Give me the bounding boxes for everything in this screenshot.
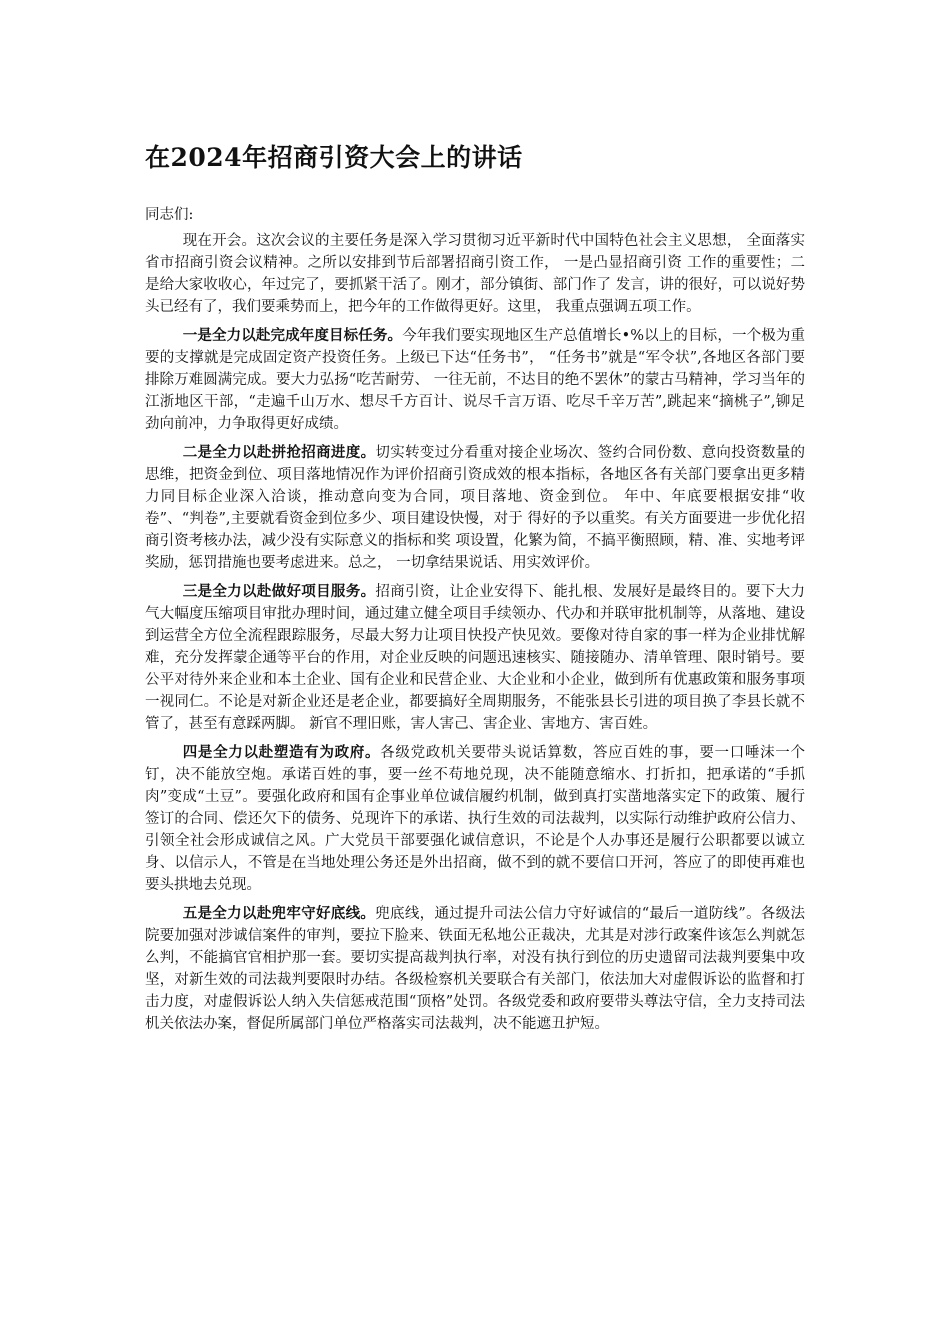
salutation: 同志们: (145, 207, 194, 223)
section-lead-1: 一是全力以赴完成年度目标任务。 (182, 327, 403, 344)
document-title: 在2024年招商引资大会上的讲话 (145, 143, 523, 172)
section-paragraph-4 (145, 742, 805, 896)
section-lead-5: 五是全力以赴兜牢守好底线。 (182, 905, 376, 922)
section-body-5: 兜底线，通过提升司法公信力守好诚信的“最后一道防线”。各级法院要加强对涉诚信案件的审判，要拉下脸来、铁面无私地公正裁决，尤其是对涉行政案件该怎么判就怎么判，不能搞官官相护那一套。要切实提高裁判执行率，对没有执行到位的历史遗留司法裁判要集中攻坚，对新生效的司法裁判要限时办结。各级检察机关要联合有关部门，依法加大对虚假诉讼的监督和打击力度，对虚假诉讼人纳入失信惩戒范围“顶格”处罚。各级党委和政府要带头尊法守信，全力支持司法机关依法办案，督促所属部门单位严格落实司法裁判，决不能遮丑护短。 (145, 906, 806, 1032)
section-lead-3: 三是全力以赴做好项目服务。 (182, 583, 376, 600)
section-lead-2: 二是全力以赴拼抢招商进度。 (182, 444, 376, 461)
section-paragraph-1 (145, 325, 805, 435)
section-paragraph-3 (145, 581, 805, 735)
section-body-1: 今年我们要实现地区生产总值增长•%以上的目标，一个极为重要的支撑就是完成固定资产投资任务。上级已下达“任务书”， “任务书”就是“军令状”,各地区各部门要排除万难圆满完成。要大力弘扬“吃苦耐劳、 一往无前，不达目的绝不罢休”的蒙古马精神，学习当年的江浙地区干部，“走遍千山万水、想尽千方百计、说尽千言万语、吃尽千辛万苦”,跳起来“摘桃子”,铆足劲向前冲，力争取得更好成绩。 (145, 328, 805, 432)
section-paragraph-2 (145, 442, 805, 574)
section-body-2: 切实转变过分看重对接企业场次、签约合同份数、意向投资数量的思维，把资金到位、项目落地情况作为评价招商引资成效的根本指标，各地区各有关部门要拿出更多精力同目标企业深入洽谈，推动意向变为合同，项目落地、资金到位。 年中、年底要根据安排“收卷”、“判卷”,主要就看资金到位多少、项目建设快慢，对于 得好的予以重奖。有关方面要进一步优化招商引资考核办法，减少没有实际意义的指标和奖 项设置，化繁为简，不搞平衡照顾，精、准、实地考评奖励，惩罚措施也要考虑进来。总之， 一切拿结果说话、用实效评价。 (145, 445, 806, 571)
document-page (145, 140, 805, 1042)
section-lead-4: 四是全力以赴塑造有为政府。 (182, 744, 381, 761)
section-body-4: 各级党政机关要带头说话算数，答应百姓的事，要一口唾沫一个钉，决不能放空炮。承诺百姓的事，要一丝不苟地兑现，决不能随意缩水、打折扣，把承诺的“手抓肉”变成“土豆”。要强化政府和国有企事业单位诚信履约机制，做到真打实凿地落实定下的政策、履行签订的合同、偿还欠下的债务、兑现许下的承诺、执行生效的司法裁判，以实际行动维护政府公信力、引领全社会形成诚信之风。广大党员干部要强化诚信意识，不论是个人办事还是履行公职都要以诚立身、以信示人，不管是在当地处理公务还是外出招商，做不到的就不要信口开河，答应了的即使再难也要头拱地去兑现。 (145, 745, 806, 893)
section-paragraph-5 (145, 903, 805, 1035)
intro-paragraph: 现在开会。这次会议的主要任务是深入学习贯彻习近平新时代中国特色社会主义思想， 全面落实省市招商引资会议精神。之所以安排到节后部署招商引资工作， 一是凸显招商引资 工作的重要性；二是给大家收收心，年过完了，要抓紧干活了。刚才，部分镇街、部门作了 发言，讲的很好，可以说好势头已经有了，我们要乘势而上，把今年的工作做得更好。这里， 我重点强调五项工作。 (145, 233, 805, 315)
section-body-3: 招商引资，让企业安得下、能扎根、发展好是最终目的。要下大力气大幅度压缩项目审批办理时间，通过建立健全项目手续领办、代办和并联审批机制等，从落地、建设到运营全方位全流程跟踪服务，尽最大努力让项目快投产快见效。要像对待自家的事一样为企业排忧解难，充分发挥蒙企通等平台的作用，对企业反映的问题迅速核实、随接随办、清单管理、限时销号。要公平对待外来企业和本土企业、国有企业和民营企业、大企业和小企业，做到所有优惠政策和服务事项一视同仁。不论是对新企业还是老企业，都要搞好全周期服务，不能张县长引进的项目换了李县长就不管了，甚至有意踩两脚。 新官不理旧账，害人害己、害企业、害地方、害百姓。 (145, 584, 806, 732)
